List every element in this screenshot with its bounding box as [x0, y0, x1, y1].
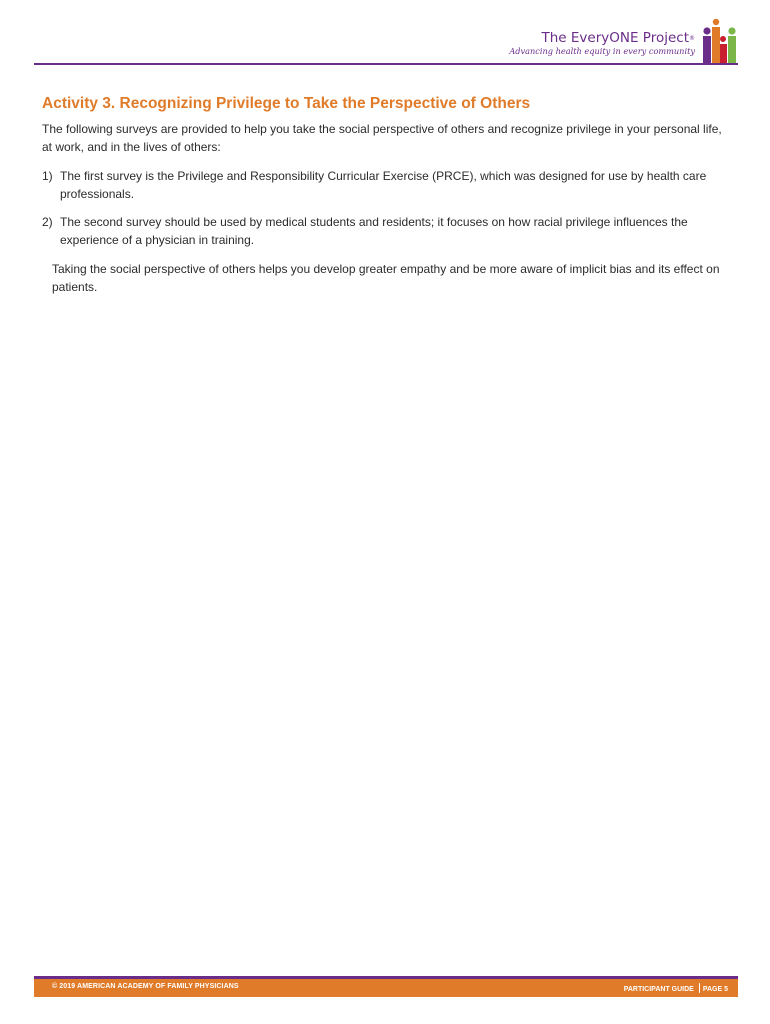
figure-head-green: [728, 27, 735, 34]
registered-mark: ®: [689, 35, 695, 42]
header-divider: [34, 63, 738, 65]
brand-block: [500, 30, 695, 57]
list-item-number: 2): [42, 215, 53, 229]
footer-separator: [699, 983, 700, 993]
list-item-number: 1): [42, 169, 53, 183]
page-title: Activity 3. Recognizing Privilege to Take the Perspective of Others: [42, 95, 531, 112]
people-figures-icon: [702, 18, 738, 64]
list-item: [42, 214, 732, 249]
figure-body-orange: [712, 27, 720, 64]
intro-paragraph: The following surveys are provided to help you take the social perspective of others and recognize privilege in your personal life, at work, and in the lives of others:: [42, 122, 722, 154]
brand-tagline: Advancing health equity in every community: [509, 46, 695, 56]
footer-copyright: © 2019 AMERICAN ACADEMY OF FAMILY PHYSICIANS: [52, 983, 239, 990]
footer-page-label: PAGE 5: [702, 986, 728, 993]
figure-head-red: [720, 36, 726, 42]
brand-name: The EveryONE Project®: [541, 30, 695, 46]
closing-paragraph: Taking the social perspective of others helps you develop greater empathy and be more aware of implicit bias and its effect on patients.: [52, 262, 720, 294]
list-item-text: The second survey should be used by medical students and residents; it focuses on how racial privilege influences the experience of a physician in training.: [60, 215, 688, 247]
footer-guide-label: PARTICIPANT GUIDE: [623, 986, 694, 993]
footer-page-info: [624, 983, 728, 993]
footer-bar: [34, 976, 738, 997]
figure-body-green: [728, 36, 736, 64]
figure-body-purple: [703, 36, 711, 64]
figure-body-red: [720, 44, 727, 64]
figure-head-purple: [703, 27, 710, 34]
figure-head-orange: [713, 19, 719, 25]
list-item: [42, 168, 732, 203]
list-item-text: The first survey is the Privilege and Responsibility Curricular Exercise (PRCE), which was designed for use by health care professionals.: [60, 169, 707, 201]
